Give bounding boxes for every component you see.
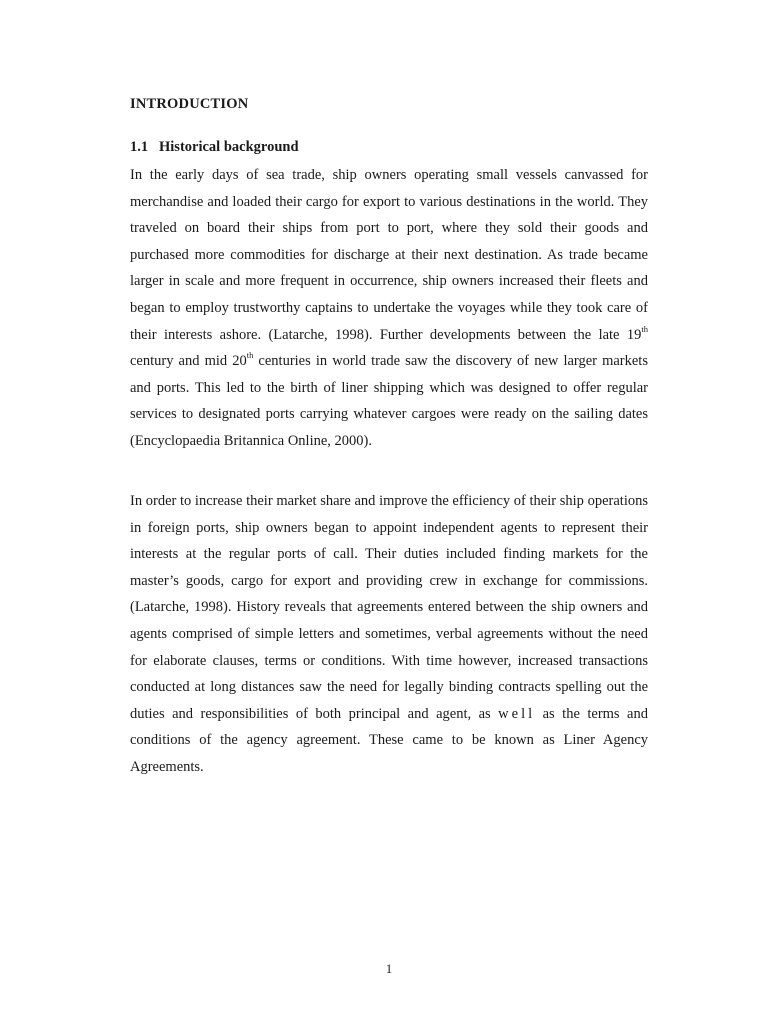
- paragraph-1-text-c: centuries in world trade saw the discovery of new larger markets and ports. This led to the birth of liner shipping which was designed to offer regular services to designated ports carrying whatever cargoes were ready on the sailing dates (Encyclopaedia Britannica Online, 2000).: [130, 353, 648, 449]
- section-title: Historical background: [159, 139, 299, 155]
- superscript-th: th: [246, 350, 254, 361]
- paragraph-historical-background: [130, 162, 648, 455]
- section-heading: [130, 139, 299, 156]
- paragraph-2-spaced-word: well: [498, 705, 536, 722]
- paragraph-2-text-a: In order to increase their market share and improve the efficiency of their ship operations in foreign ports, ship owners began to appoint independent agents to represent their interests at the regular ports of call. Their duties included finding markets for the master’s goods, cargo for export and providing crew in exchange for commissions. (Latarche, 1998). History reveals that agreements entered between the ship owners and agents comprised of simple letters and sometimes, verbal agreements without the need for elaborate clauses, terms or conditions. With time however, increased transactions conducted at long distances saw the need for legally binding contracts spelling out the duties and responsibilities of both principal and agent, as: [130, 493, 648, 722]
- page-number: 1: [385, 962, 393, 976]
- page-heading: INTRODUCTION: [130, 96, 249, 112]
- paragraph-1-text-a: In the early days of sea trade, ship owners operating small vessels canvassed for merchandise and loaded their cargo for export to various destinations in the world. They traveled on board their ships from port to port, where they sold their goods and purchased more commodities for discharge at their next destination. As trade became larger in scale and more frequent in occurrence, ship owners increased their fleets and began to employ trustworthy captains to undertake the voyages while they took care of their interests ashore. (Latarche, 1998). Further developments between the late 19: [130, 167, 648, 343]
- section-number: 1.1: [130, 139, 149, 155]
- paragraph-agents: [130, 488, 648, 781]
- superscript-th: th: [641, 323, 648, 334]
- paragraph-1-text-b: century and mid 20: [130, 353, 247, 370]
- paragraph-2-text-b: as the terms and conditions of the agency agreement. These came to be known as Liner Agency Agreements.: [130, 705, 648, 775]
